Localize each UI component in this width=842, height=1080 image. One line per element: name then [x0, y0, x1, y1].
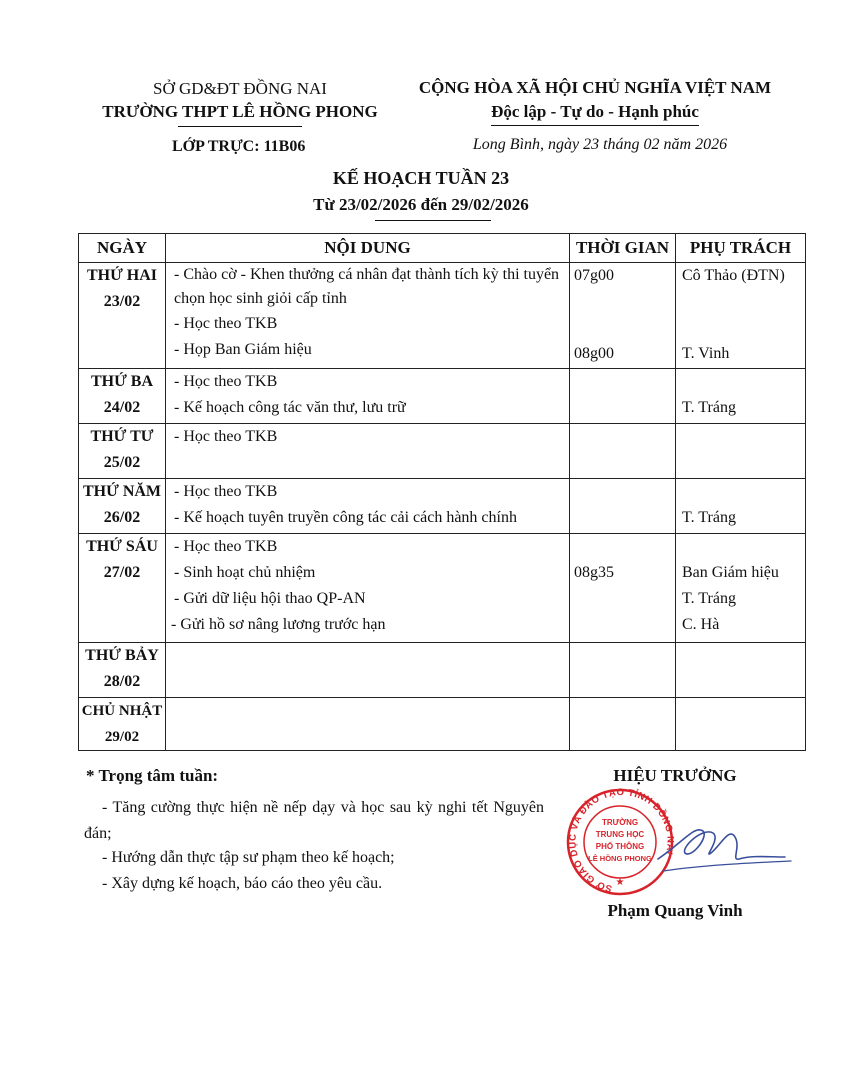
place-date: Long Bình, ngày 23 tháng 02 năm 2026 — [472, 136, 728, 153]
day-date: 29/02 — [104, 729, 140, 745]
day-date: 25/02 — [103, 454, 141, 471]
time-cell — [570, 479, 676, 534]
motto: Độc lập - Tự do - Hạnh phúc — [491, 100, 699, 126]
principal-title: HIỆU TRƯỞNG — [613, 766, 737, 785]
owner-item: T. Tráng — [682, 590, 736, 607]
time-cell — [570, 698, 676, 751]
table-row — [79, 263, 806, 369]
owner-item: Ban Giám hiệu — [682, 564, 779, 581]
content-item: - Gửi dữ liệu hội thao QP-AN — [174, 590, 366, 607]
content-item: - Học theo TKB — [174, 315, 278, 332]
star-icon: ★ — [615, 877, 625, 888]
focus-item: - Tăng cường thực hiện nề nếp dạy và học sau kỳ nghi tết Nguyên đán; — [84, 799, 544, 842]
owner-cell — [676, 534, 806, 643]
day-date: 23/02 — [103, 293, 141, 310]
day-cell — [79, 479, 166, 534]
plan-date-range: Từ 23/02/2026 đến 29/02/2026 — [313, 195, 529, 214]
content-item: - Kế hoạch công tác văn thư, lưu trữ — [174, 399, 406, 416]
title-underline — [375, 220, 491, 221]
nation-block — [405, 76, 785, 126]
table-row — [79, 424, 806, 479]
table-row — [79, 698, 806, 751]
principal-name: Phạm Quang Vinh — [607, 901, 743, 920]
content-cell — [166, 263, 570, 369]
content-item: - Sinh hoạt chủ nhiệm — [174, 564, 316, 581]
owner-cell — [676, 424, 806, 479]
day-cell — [79, 263, 166, 369]
table-row — [79, 534, 806, 643]
stamp-center-line: TRUNG HỌC — [595, 830, 645, 839]
day-name: CHỦ NHẬT — [81, 703, 163, 719]
header-time: THỜI GIAN — [570, 234, 676, 263]
table-header-row — [79, 234, 806, 263]
day-date: 26/02 — [103, 509, 141, 526]
day-date: 24/02 — [103, 399, 141, 416]
time-cell — [570, 263, 676, 369]
time-cell — [570, 424, 676, 479]
day-name: THỨ BA — [90, 373, 154, 390]
day-name: THỨ BẢY — [85, 647, 159, 664]
content-cell — [166, 643, 570, 698]
stamp-center-line: LÊ HỒNG PHONG — [588, 854, 652, 863]
time-item: 08g35 — [574, 564, 614, 581]
day-cell — [79, 534, 166, 643]
owner-cell — [676, 263, 806, 369]
header-content: NỘI DUNG — [166, 234, 570, 263]
stamp-center-line: TRƯỜNG — [601, 818, 639, 827]
owner-cell — [676, 369, 806, 424]
focus-item: - Hướng dẫn thực tập sư phạm theo kế hoạch; — [102, 849, 395, 866]
day-name: THỨ TƯ — [90, 428, 154, 445]
content-item: - Họp Ban Giám hiệu — [174, 341, 312, 358]
content-item: - Học theo TKB — [174, 373, 278, 390]
content-item: - Học theo TKB — [174, 483, 278, 500]
table-row — [79, 643, 806, 698]
content-cell — [166, 698, 570, 751]
content-item: - Học theo TKB — [174, 538, 278, 555]
focus-title: * Trọng tâm tuần: — [86, 766, 219, 785]
signature-scribble — [658, 830, 785, 859]
signature-stroke — [663, 861, 791, 871]
day-cell — [79, 698, 166, 751]
content-item: - Chào cờ - Khen thưởng cá nhân đạt thành tích kỳ thi tuyển chọn học sinh giỏi cấp tỉnh — [174, 266, 560, 307]
table-row — [79, 479, 806, 534]
schedule-table — [78, 233, 806, 751]
nation-title: CỘNG HÒA XÃ HỘI CHỦ NGHĨA VIỆT NAM — [418, 78, 772, 97]
school-name: TRƯỜNG THPT LÊ HỒNG PHONG — [102, 102, 378, 121]
time-cell — [570, 643, 676, 698]
owner-cell — [676, 479, 806, 534]
focus-item: - Xây dựng kế hoạch, báo cáo theo yêu cầu. — [102, 875, 383, 892]
stamp-ring-text: SỞ GIÁO DỤC VÀ ĐÀO TẠO TỈNH ĐỒNG NAI — [567, 787, 676, 894]
time-item: 08g00 — [574, 345, 614, 362]
stamp-center-line: PHỔ THÔNG — [595, 842, 645, 851]
school-underline — [178, 126, 302, 127]
stamp-seal — [567, 787, 675, 894]
day-name: THỨ HAI — [86, 267, 158, 284]
owner-item: Cô Thảo (ĐTN) — [682, 267, 785, 284]
time-item: 07g00 — [574, 267, 614, 284]
table-row — [79, 369, 806, 424]
duty-class: LỚP TRỰC: 11B06 — [172, 138, 306, 155]
header-day: NGÀY — [79, 234, 166, 263]
content-cell — [166, 369, 570, 424]
day-date: 28/02 — [103, 673, 141, 690]
content-item: - Gửi hồ sơ nâng lương trước hạn — [171, 616, 386, 633]
department-name: SỞ GD&ĐT ĐỒNG NAI — [153, 79, 327, 98]
day-cell — [79, 424, 166, 479]
time-cell — [570, 534, 676, 643]
day-cell — [79, 643, 166, 698]
content-cell — [166, 424, 570, 479]
content-cell — [166, 534, 570, 643]
content-cell — [166, 479, 570, 534]
owner-item: T. Tráng — [682, 399, 736, 416]
header-owner: PHỤ TRÁCH — [676, 234, 806, 263]
day-cell — [79, 369, 166, 424]
day-name: THỨ NĂM — [82, 483, 162, 500]
plan-title: KẾ HOẠCH TUẦN 23 — [332, 168, 510, 188]
content-item: - Kế hoạch tuyên truyền công tác cải cách hành chính — [174, 509, 517, 526]
time-cell — [570, 369, 676, 424]
day-date: 27/02 — [103, 564, 141, 581]
owner-cell — [676, 643, 806, 698]
owner-cell — [676, 698, 806, 751]
owner-item: T. Tráng — [682, 509, 736, 526]
content-item: - Học theo TKB — [174, 428, 278, 445]
owner-item: C. Hà — [682, 616, 720, 633]
school-stamp — [563, 787, 793, 899]
day-name: THỨ SÁU — [86, 538, 158, 555]
issuer-block — [70, 78, 410, 127]
owner-item: T. Vinh — [682, 345, 730, 362]
